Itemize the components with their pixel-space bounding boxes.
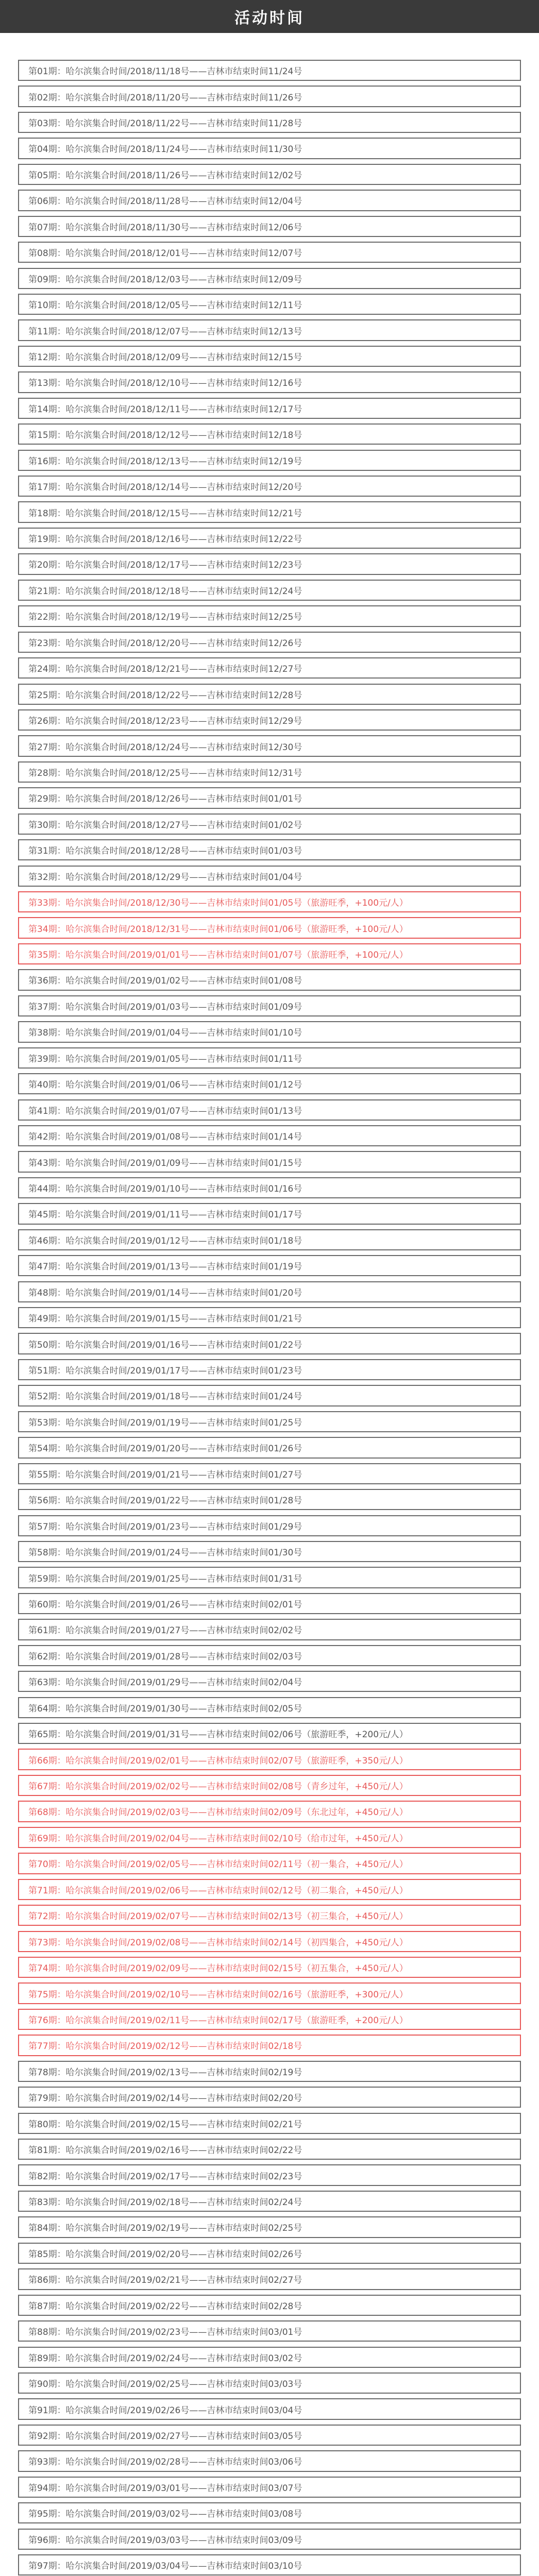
schedule-row: 第55期：哈尔滨集合时间/2019/01/21号——吉林市结束时间01/27号 (18, 1463, 521, 1484)
schedule-row: 第14期：哈尔滨集合时间/2018/12/11号——吉林市结束时间12/17号 (18, 398, 521, 419)
schedule-row: 第39期：哈尔滨集合时间/2019/01/05号——吉林市结束时间01/11号 (18, 1047, 521, 1069)
schedule-row: 第23期：哈尔滨集合时间/2018/12/20号——吉林市结束时间12/26号 (18, 632, 521, 653)
schedule-row: 第21期：哈尔滨集合时间/2018/12/18号——吉林市结束时间12/24号 (18, 580, 521, 601)
schedule-row: 第92期：哈尔滨集合时间/2019/02/27号——吉林市结束时间03/05号 (18, 2425, 521, 2446)
schedule-row: 第12期：哈尔滨集合时间/2018/12/09号——吉林市结束时间12/15号 (18, 346, 521, 367)
schedule-row: 第63期：哈尔滨集合时间/2019/01/29号——吉林市结束时间02/04号 (18, 1671, 521, 1692)
schedule-row: 第38期：哈尔滨集合时间/2019/01/04号——吉林市结束时间01/10号 (18, 1021, 521, 1042)
schedule-row: 第46期：哈尔滨集合时间/2019/01/12号——吉林市结束时间01/18号 (18, 1229, 521, 1250)
schedule-row: 第08期：哈尔滨集合时间/2018/12/01号——吉林市结束时间12/07号 (18, 242, 521, 263)
schedule-row: 第34期：哈尔滨集合时间/2018/12/31号——吉林市结束时间01/06号（旅游旺季，+100元/人） (18, 917, 521, 938)
schedule-row: 第15期：哈尔滨集合时间/2018/12/12号——吉林市结束时间12/18号 (18, 423, 521, 445)
schedule-row: 第45期：哈尔滨集合时间/2019/01/11号——吉林市结束时间01/17号 (18, 1203, 521, 1224)
schedule-row: 第83期：哈尔滨集合时间/2019/02/18号——吉林市结束时间02/24号 (18, 2191, 521, 2212)
schedule-row: 第19期：哈尔滨集合时间/2018/12/16号——吉林市结束时间12/22号 (18, 528, 521, 549)
schedule-row: 第58期：哈尔滨集合时间/2019/01/24号——吉林市结束时间01/30号 (18, 1541, 521, 1562)
schedule-row: 第86期：哈尔滨集合时间/2019/02/21号——吉林市结束时间02/27号 (18, 2268, 521, 2290)
schedule-row: 第67期：哈尔滨集合时间/2019/02/02号——吉林市结束时间02/08号（青乡过年，+450元/人） (18, 1775, 521, 1796)
schedule-row: 第84期：哈尔滨集合时间/2019/02/19号——吉林市结束时间02/25号 (18, 2216, 521, 2238)
schedule-row: 第57期：哈尔滨集合时间/2019/01/23号——吉林市结束时间01/29号 (18, 1515, 521, 1536)
page-title: 活动时间 (234, 9, 305, 27)
schedule-row: 第69期：哈尔滨集合时间/2019/02/04号——吉林市结束时间02/10号（给市过年，+450元/人） (18, 1827, 521, 1848)
schedule-row: 第80期：哈尔滨集合时间/2019/02/15号——吉林市结束时间02/21号 (18, 2113, 521, 2134)
schedule-row: 第81期：哈尔滨集合时间/2019/02/16号——吉林市结束时间02/22号 (18, 2139, 521, 2160)
schedule-row: 第68期：哈尔滨集合时间/2019/02/03号——吉林市结束时间02/09号（东北过年，+450元/人） (18, 1801, 521, 1822)
schedule-row: 第94期：哈尔滨集合时间/2019/03/01号——吉林市结束时间03/07号 (18, 2477, 521, 2498)
schedule-row: 第85期：哈尔滨集合时间/2019/02/20号——吉林市结束时间02/26号 (18, 2243, 521, 2264)
schedule-row: 第51期：哈尔滨集合时间/2019/01/17号——吉林市结束时间01/23号 (18, 1359, 521, 1380)
schedule-row: 第37期：哈尔滨集合时间/2019/01/03号——吉林市结束时间01/09号 (18, 995, 521, 1016)
schedule-row: 第26期：哈尔滨集合时间/2018/12/23号——吉林市结束时间12/29号 (18, 709, 521, 731)
schedule-row: 第01期：哈尔滨集合时间/2018/11/18号——吉林市结束时间11/24号 (18, 60, 521, 81)
schedule-row: 第10期：哈尔滨集合时间/2018/12/05号——吉林市结束时间12/11号 (18, 294, 521, 315)
schedule-row: 第02期：哈尔滨集合时间/2018/11/20号——吉林市结束时间11/26号 (18, 86, 521, 107)
schedule-row: 第66期：哈尔滨集合时间/2019/02/01号——吉林市结束时间02/07号（旅游旺季，+350元/人） (18, 1749, 521, 1770)
schedule-row: 第13期：哈尔滨集合时间/2018/12/10号——吉林市结束时间12/16号 (18, 371, 521, 393)
schedule-row: 第03期：哈尔滨集合时间/2018/11/22号——吉林市结束时间11/28号 (18, 112, 521, 133)
schedule-row: 第42期：哈尔滨集合时间/2019/01/08号——吉林市结束时间01/14号 (18, 1125, 521, 1146)
schedule-row: 第89期：哈尔滨集合时间/2019/02/24号——吉林市结束时间03/02号 (18, 2347, 521, 2368)
schedule-row: 第71期：哈尔滨集合时间/2019/02/06号——吉林市结束时间02/12号（初二集合，+450元/人） (18, 1879, 521, 1900)
schedule-row: 第56期：哈尔滨集合时间/2019/01/22号——吉林市结束时间01/28号 (18, 1489, 521, 1510)
schedule-row: 第78期：哈尔滨集合时间/2019/02/13号——吉林市结束时间02/19号 (18, 2061, 521, 2082)
schedule-row: 第79期：哈尔滨集合时间/2019/02/14号——吉林市结束时间02/20号 (18, 2087, 521, 2108)
schedule-row: 第30期：哈尔滨集合时间/2018/12/27号——吉林市结束时间01/02号 (18, 814, 521, 835)
schedule-row: 第52期：哈尔滨集合时间/2019/01/18号——吉林市结束时间01/24号 (18, 1385, 521, 1406)
schedule-row: 第49期：哈尔滨集合时间/2019/01/15号——吉林市结束时间01/21号 (18, 1307, 521, 1328)
schedule-row: 第60期：哈尔滨集合时间/2019/01/26号——吉林市结束时间02/01号 (18, 1593, 521, 1614)
schedule-row: 第48期：哈尔滨集合时间/2019/01/14号——吉林市结束时间01/20号 (18, 1281, 521, 1302)
schedule-row: 第40期：哈尔滨集合时间/2019/01/06号——吉林市结束时间01/12号 (18, 1073, 521, 1094)
schedule-row: 第07期：哈尔滨集合时间/2018/11/30号——吉林市结束时间12/06号 (18, 216, 521, 237)
schedule-row: 第27期：哈尔滨集合时间/2018/12/24号——吉林市结束时间12/30号 (18, 735, 521, 756)
schedule-row: 第61期：哈尔滨集合时间/2019/01/27号——吉林市结束时间02/02号 (18, 1619, 521, 1640)
schedule-row: 第64期：哈尔滨集合时间/2019/01/30号——吉林市结束时间02/05号 (18, 1697, 521, 1718)
schedule-row: 第91期：哈尔滨集合时间/2019/02/26号——吉林市结束时间03/04号 (18, 2398, 521, 2419)
schedule-row: 第22期：哈尔滨集合时间/2018/12/19号——吉林市结束时间12/25号 (18, 605, 521, 626)
schedule-row: 第04期：哈尔滨集合时间/2018/11/24号——吉林市结束时间11/30号 (18, 138, 521, 159)
schedule-row: 第73期：哈尔滨集合时间/2019/02/08号——吉林市结束时间02/14号（初四集合，+450元/人） (18, 1931, 521, 1952)
schedule-row: 第36期：哈尔滨集合时间/2019/01/02号——吉林市结束时间01/08号 (18, 969, 521, 990)
schedule-row: 第75期：哈尔滨集合时间/2019/02/10号——吉林市结束时间02/16号（旅游旺季，+300元/人） (18, 1982, 521, 2004)
schedule-row: 第82期：哈尔滨集合时间/2019/02/17号——吉林市结束时间02/23号 (18, 2164, 521, 2185)
schedule-row: 第17期：哈尔滨集合时间/2018/12/14号——吉林市结束时间12/20号 (18, 476, 521, 497)
schedule-row: 第43期：哈尔滨集合时间/2019/01/09号——吉林市结束时间01/15号 (18, 1151, 521, 1172)
schedule-row: 第16期：哈尔滨集合时间/2018/12/13号——吉林市结束时间12/19号 (18, 450, 521, 471)
schedule-row: 第95期：哈尔滨集合时间/2019/03/02号——吉林市结束时间03/08号 (18, 2502, 521, 2523)
schedule-row: 第90期：哈尔滨集合时间/2019/02/25号——吉林市结束时间03/03号 (18, 2372, 521, 2394)
schedule-row: 第06期：哈尔滨集合时间/2018/11/28号——吉林市结束时间12/04号 (18, 190, 521, 211)
schedule-row: 第54期：哈尔滨集合时间/2019/01/20号——吉林市结束时间01/26号 (18, 1437, 521, 1458)
schedule-row: 第05期：哈尔滨集合时间/2018/11/26号——吉林市结束时间12/02号 (18, 164, 521, 185)
schedule-row: 第88期：哈尔滨集合时间/2019/02/23号——吉林市结束时间03/01号 (18, 2320, 521, 2342)
schedule-row: 第70期：哈尔滨集合时间/2019/02/05号——吉林市结束时间02/11号（初一集合，+450元/人） (18, 1853, 521, 1874)
schedule-row: 第97期：哈尔滨集合时间/2019/03/04号——吉林市结束时间03/10号 (18, 2554, 521, 2575)
schedule-row: 第44期：哈尔滨集合时间/2019/01/10号——吉林市结束时间01/16号 (18, 1177, 521, 1198)
schedule-row: 第96期：哈尔滨集合时间/2019/03/03号——吉林市结束时间03/09号 (18, 2529, 521, 2550)
schedule-row: 第77期：哈尔滨集合时间/2019/02/12号——吉林市结束时间02/18号 (18, 2035, 521, 2056)
schedule-row: 第24期：哈尔滨集合时间/2018/12/21号——吉林市结束时间12/27号 (18, 657, 521, 679)
schedule-row: 第20期：哈尔滨集合时间/2018/12/17号——吉林市结束时间12/23号 (18, 553, 521, 574)
schedule-row: 第76期：哈尔滨集合时间/2019/02/11号——吉林市结束时间02/17号（旅游旺季，+200元/人） (18, 2009, 521, 2030)
schedule-row: 第33期：哈尔滨集合时间/2018/12/30号——吉林市结束时间01/05号（旅游旺季，+100元/人） (18, 891, 521, 912)
schedule-row: 第59期：哈尔滨集合时间/2019/01/25号——吉林市结束时间01/31号 (18, 1567, 521, 1588)
schedule-row: 第74期：哈尔滨集合时间/2019/02/09号——吉林市结束时间02/15号（初五集合，+450元/人） (18, 1957, 521, 1978)
schedule-row: 第41期：哈尔滨集合时间/2019/01/07号——吉林市结束时间01/13号 (18, 1099, 521, 1121)
schedule-row: 第65期：哈尔滨集合时间/2019/01/31号——吉林市结束时间02/06号（旅游旺季，+200元/人） (18, 1723, 521, 1744)
schedule-row: 第11期：哈尔滨集合时间/2018/12/07号——吉林市结束时间12/13号 (18, 319, 521, 341)
schedule-row: 第32期：哈尔滨集合时间/2018/12/29号——吉林市结束时间01/04号 (18, 866, 521, 887)
schedule-row: 第25期：哈尔滨集合时间/2018/12/22号——吉林市结束时间12/28号 (18, 684, 521, 705)
schedule-row: 第87期：哈尔滨集合时间/2019/02/22号——吉林市结束时间02/28号 (18, 2295, 521, 2316)
schedule-row: 第53期：哈尔滨集合时间/2019/01/19号——吉林市结束时间01/25号 (18, 1411, 521, 1432)
schedule-row: 第29期：哈尔滨集合时间/2018/12/26号——吉林市结束时间01/01号 (18, 787, 521, 808)
schedule-row: 第72期：哈尔滨集合时间/2019/02/07号——吉林市结束时间02/13号（初三集合，+450元/人） (18, 1905, 521, 1926)
schedule-row: 第62期：哈尔滨集合时间/2019/01/28号——吉林市结束时间02/03号 (18, 1645, 521, 1666)
schedule-row: 第31期：哈尔滨集合时间/2018/12/28号——吉林市结束时间01/03号 (18, 839, 521, 860)
schedule-row: 第47期：哈尔滨集合时间/2019/01/13号——吉林市结束时间01/19号 (18, 1255, 521, 1276)
schedule-row: 第09期：哈尔滨集合时间/2018/12/03号——吉林市结束时间12/09号 (18, 268, 521, 289)
schedule-row: 第28期：哈尔滨集合时间/2018/12/25号——吉林市结束时间12/31号 (18, 761, 521, 783)
schedule-row: 第50期：哈尔滨集合时间/2019/01/16号——吉林市结束时间01/22号 (18, 1333, 521, 1354)
page-header (0, 0, 539, 33)
schedule-list (0, 33, 539, 2576)
schedule-row: 第35期：哈尔滨集合时间/2019/01/01号——吉林市结束时间01/07号（旅游旺季，+100元/人） (18, 943, 521, 964)
schedule-row: 第18期：哈尔滨集合时间/2018/12/15号——吉林市结束时间12/21号 (18, 501, 521, 522)
schedule-row: 第93期：哈尔滨集合时间/2019/02/28号——吉林市结束时间03/06号 (18, 2450, 521, 2471)
